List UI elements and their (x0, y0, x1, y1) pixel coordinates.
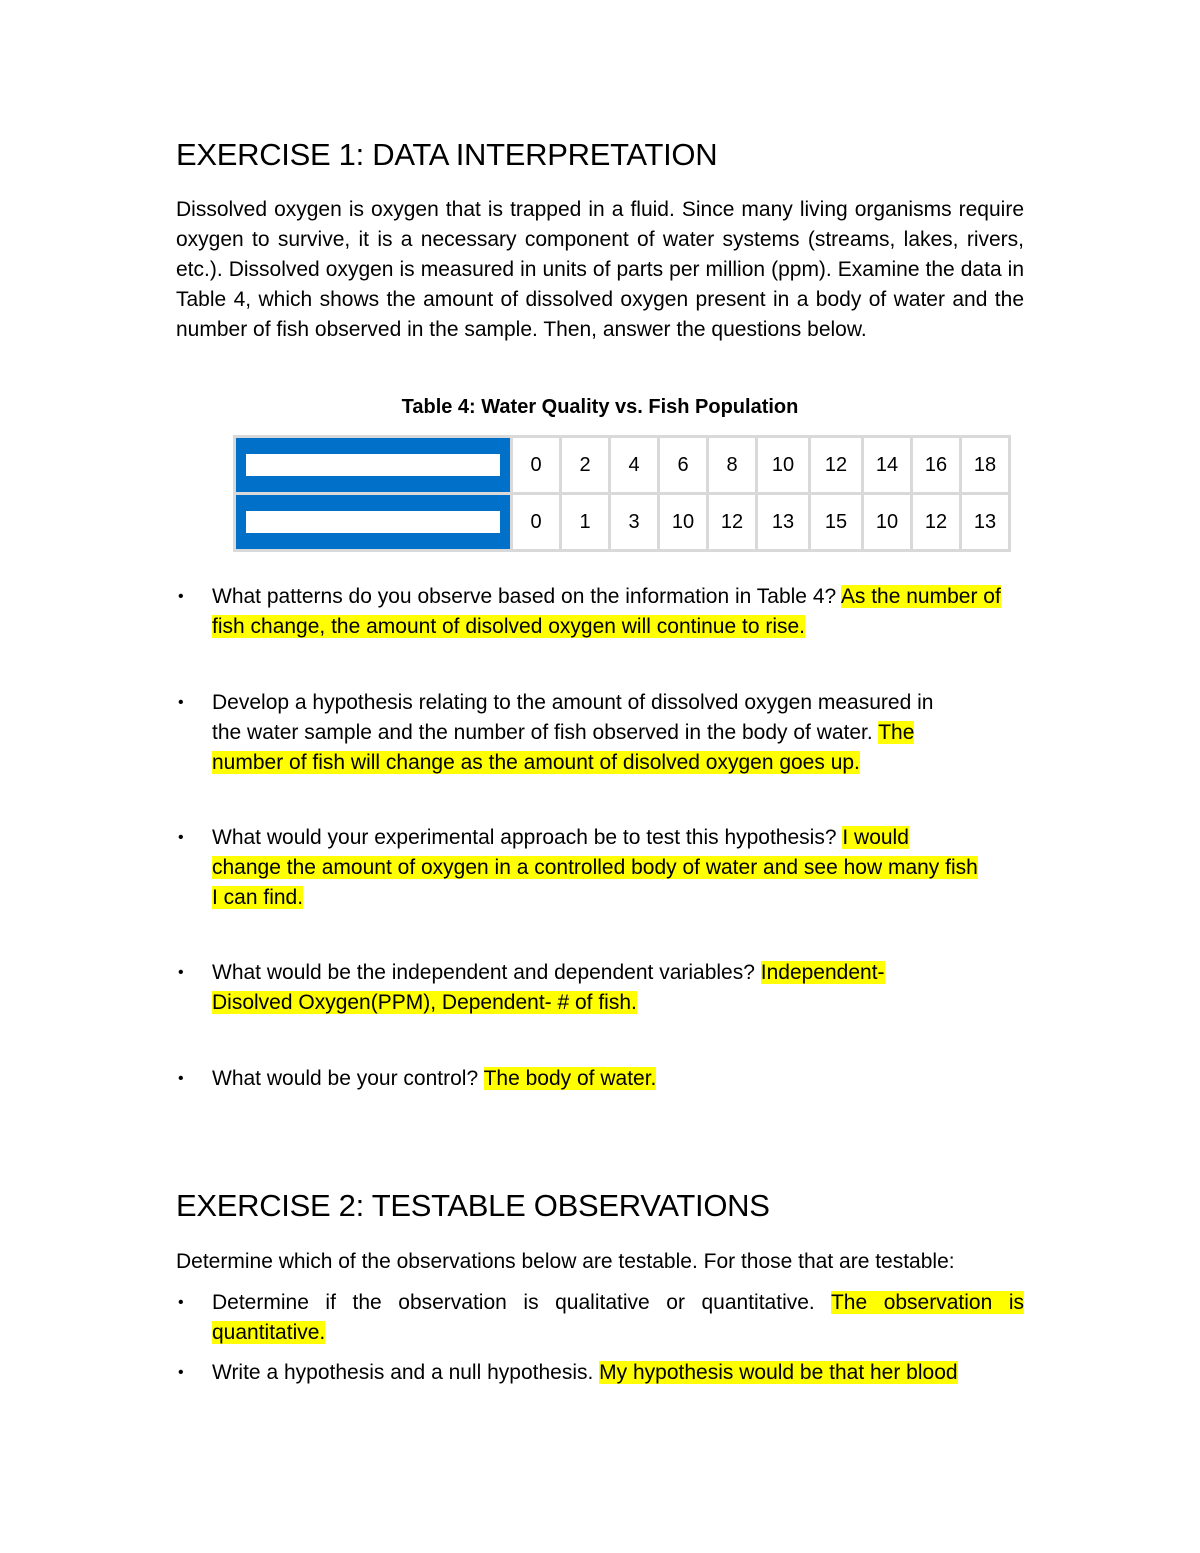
table-cell: 0 (512, 437, 561, 494)
table-cell: 1 (561, 494, 610, 551)
list-item (178, 823, 982, 913)
bullet-icon: • (178, 588, 184, 605)
exercise2-intro: Determine which of the observations below are testable. For those that are testable: (176, 1250, 955, 1273)
question-text: Determine if the observation is qualitative or quantitative. (212, 1291, 831, 1314)
table-cell: 12 (810, 437, 863, 494)
bullet-icon: • (178, 1294, 184, 1311)
list-item (178, 958, 932, 1018)
table-row (235, 437, 1010, 494)
table-cell: 13 (757, 494, 810, 551)
answer-text: Independent- Disolved Oxygen(PPM), Dependent- # of fish. (212, 961, 885, 1014)
answer-text: As the number of fish change, the amount of disolved oxygen will continue to rise. (212, 585, 1001, 638)
answer-text: The observation is quantitative. (212, 1291, 1024, 1344)
table-cell: 13 (961, 494, 1010, 551)
table-cell: 15 (810, 494, 863, 551)
list-item (178, 1064, 1002, 1094)
answer-text: My hypothesis would be that her blood (599, 1361, 958, 1384)
exercise1-intro: Dissolved oxygen is oxygen that is trapped in a fluid. Since many living organisms require oxygen to survive, it is a necessary component of water systems (streams, lakes, rivers, etc.). Dissolved oxygen is measured in units of parts per million (ppm). Examine the data in Table 4, which shows the amount of dissolved oxygen present in a body of water and the number of fish observed in the sample. Then, answer the questions below. (176, 198, 1024, 341)
table-cell: 10 (757, 437, 810, 494)
row-header-bar (246, 511, 500, 533)
question-list (178, 582, 1024, 642)
bullet-icon: • (178, 694, 184, 711)
table-cell: 3 (610, 494, 659, 551)
question-list (178, 1064, 1024, 1094)
exercise2-heading: EXERCISE 2: TESTABLE OBSERVATIONS (176, 1188, 770, 1223)
table-caption: Table 4: Water Quality vs. Fish Population (401, 396, 799, 418)
bullet-icon: • (178, 1364, 184, 1381)
row-header-cell (235, 437, 512, 494)
question-list (178, 823, 1024, 913)
table-cell: 10 (863, 494, 912, 551)
exercise1-heading: EXERCISE 1: DATA INTERPRETATION (176, 137, 718, 172)
answer-text: The number of fish will change as the amount of disolved oxygen goes up. (212, 721, 915, 774)
table-cell: 10 (659, 494, 708, 551)
question-text: Write a hypothesis and a null hypothesis. (212, 1361, 600, 1384)
list-item (178, 1358, 1024, 1388)
question-text: What would be your control? (212, 1067, 484, 1090)
question-list (178, 688, 1024, 778)
question-list (178, 958, 1024, 1018)
observation-list (178, 1358, 1024, 1388)
bullet-icon: • (178, 964, 184, 981)
bullet-icon: • (178, 1070, 184, 1087)
table-cell: 14 (863, 437, 912, 494)
question-text: What would your experimental approach be to test this hypothesis? (212, 826, 843, 849)
list-item (178, 688, 962, 778)
row-header-bar (246, 454, 500, 476)
table-cell: 12 (912, 494, 961, 551)
bullet-icon: • (178, 829, 184, 846)
table-row (235, 494, 1010, 551)
answer-text: The body of water. (483, 1067, 657, 1090)
table-cell: 12 (708, 494, 757, 551)
answer-text: I would change the amount of oxygen in a controlled body of water and see how many fish I can find. (212, 826, 978, 909)
table-cell: 8 (708, 437, 757, 494)
data-table (233, 435, 1011, 552)
list-item (178, 1288, 1024, 1348)
observation-list (178, 1288, 1024, 1348)
table-cell: 0 (512, 494, 561, 551)
table-cell: 2 (561, 437, 610, 494)
table-cell: 6 (659, 437, 708, 494)
row-header-cell (235, 494, 512, 551)
question-text: What patterns do you observe based on the information in Table 4? (212, 585, 841, 608)
question-text: What would be the independent and dependent variables? (212, 961, 761, 984)
question-text: Develop a hypothesis relating to the amount of dissolved oxygen measured in the water sample and the number of fish observed in the body of water. (212, 691, 934, 744)
table-cell: 16 (912, 437, 961, 494)
table-cell: 4 (610, 437, 659, 494)
table-cell: 18 (961, 437, 1010, 494)
list-item (178, 582, 1002, 642)
